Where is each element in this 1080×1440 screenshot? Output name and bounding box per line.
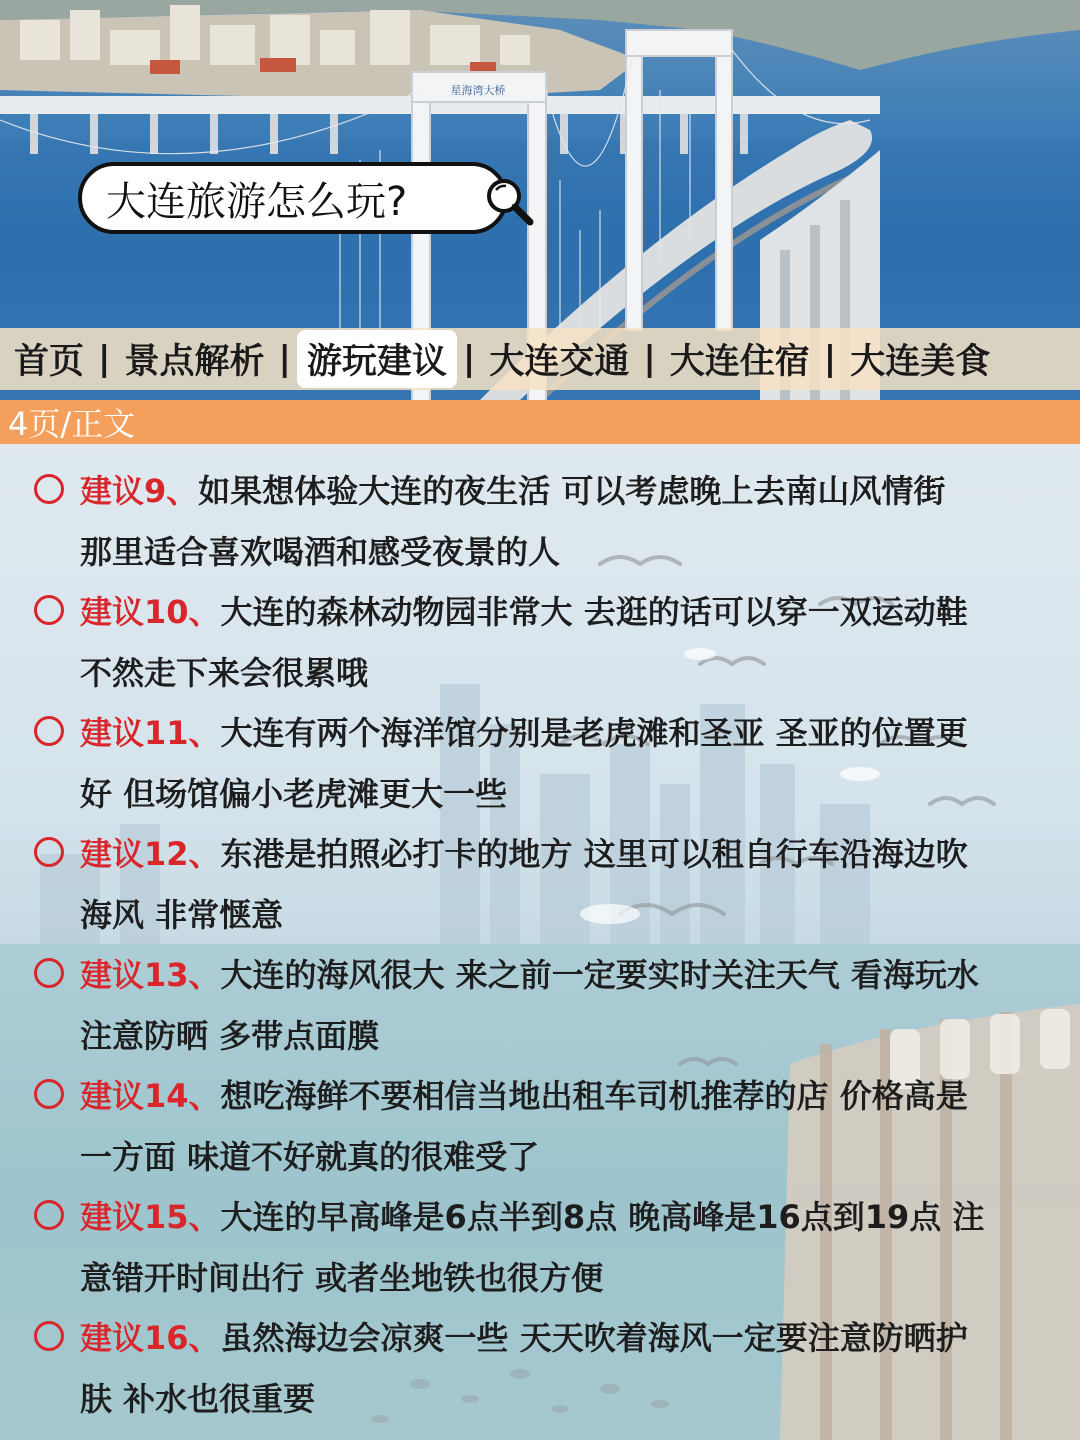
tip-item xyxy=(0,1182,1080,1303)
nav-separator: | xyxy=(823,339,837,379)
tip-text-line1: 大连的森林动物园非常大 去逛的话可以穿一双运动鞋 xyxy=(220,593,968,631)
nav-separator: | xyxy=(278,339,291,379)
bullet-circle-icon xyxy=(34,1200,64,1230)
tip-item xyxy=(0,456,1080,577)
tip-text-line2: 意错开时间出行 或者坐地铁也很方便 xyxy=(80,1259,604,1297)
search-query-text: 大连旅游怎么玩? xyxy=(106,178,408,225)
tip-label: 建议14、 xyxy=(80,1077,221,1115)
tip-text-line1: 东港是拍照必打卡的地方 这里可以租自行车沿海边吹 xyxy=(220,835,968,873)
tip-text-line1: 大连的海风很大 来之前一定要实时关注天气 看海玩水 xyxy=(220,956,979,994)
tip-text-line1: 大连有两个海洋馆分别是老虎滩和圣亚 圣亚的位置更 xyxy=(220,714,968,752)
tip-label: 建议15、 xyxy=(80,1198,221,1236)
search-bar[interactable] xyxy=(78,162,508,234)
tip-text-line2: 注意防晒 多带点面膜 xyxy=(80,1017,380,1055)
tip-label: 建议12、 xyxy=(80,835,221,873)
tip-item xyxy=(0,577,1080,698)
tip-text-line2: 一方面 味道不好就真的很难受了 xyxy=(80,1138,540,1176)
nav-item-home[interactable]: 首页 xyxy=(14,342,85,382)
tip-text-line1: 虽然海边会凉爽一些 天天吹着海风一定要注意防晒护 xyxy=(220,1319,968,1357)
tip-item xyxy=(0,1303,1080,1424)
tip-label: 建议9、 xyxy=(80,472,199,510)
bridge-sign-text: 星海湾大桥 xyxy=(450,84,506,97)
tip-text-line2: 不然走下来会很累哦 xyxy=(80,654,369,692)
bullet-circle-icon xyxy=(34,716,64,746)
category-nav xyxy=(0,328,1080,390)
bullet-circle-icon xyxy=(34,474,64,504)
tip-item xyxy=(0,940,1080,1061)
bullet-circle-icon xyxy=(34,1079,64,1109)
nav-item-lodging[interactable]: 大连住宿 xyxy=(669,342,810,382)
tip-label: 建议11、 xyxy=(80,714,221,752)
page-indicator-text: 4页/正文 xyxy=(8,405,136,443)
tip-text-line1: 大连的早高峰是6点半到8点 晚高峰是16点到19点 注 xyxy=(220,1198,985,1236)
tip-item xyxy=(0,1061,1080,1182)
nav-item-food[interactable]: 大连美食 xyxy=(850,342,991,382)
tip-label: 建议16、 xyxy=(80,1319,221,1357)
nav-item-travel-tips[interactable]: 游玩建议 xyxy=(299,332,455,386)
nav-separator: | xyxy=(643,339,656,379)
tip-text-line1: 如果想体验大连的夜生活 可以考虑晚上去南山风情街 xyxy=(198,472,946,510)
tip-text-line2: 海风 非常惬意 xyxy=(80,896,284,934)
tip-item xyxy=(0,698,1080,819)
page-indicator-bar xyxy=(0,400,1080,444)
tip-label: 建议10、 xyxy=(80,593,221,631)
bullet-circle-icon xyxy=(34,1321,64,1351)
bullet-circle-icon xyxy=(34,595,64,625)
bullet-circle-icon xyxy=(34,837,64,867)
nav-item-transport[interactable]: 大连交通 xyxy=(489,342,630,382)
tip-item xyxy=(0,819,1080,940)
nav-item-attractions[interactable]: 景点解析 xyxy=(124,342,265,382)
tip-text-line2: 肤 补水也很重要 xyxy=(80,1380,316,1418)
tips-list xyxy=(0,456,1080,1424)
tip-text-line2: 好 但场馆偏小老虎滩更大一些 xyxy=(80,775,508,813)
nav-separator: | xyxy=(462,339,476,379)
tip-text-line1: 想吃海鲜不要相信当地出租车司机推荐的店 价格高是 xyxy=(220,1077,968,1115)
tip-label: 建议13、 xyxy=(80,956,221,994)
bullet-circle-icon xyxy=(34,958,64,988)
nav-separator: | xyxy=(98,339,111,379)
tip-text-line2: 那里适合喜欢喝酒和感受夜景的人 xyxy=(80,533,561,571)
